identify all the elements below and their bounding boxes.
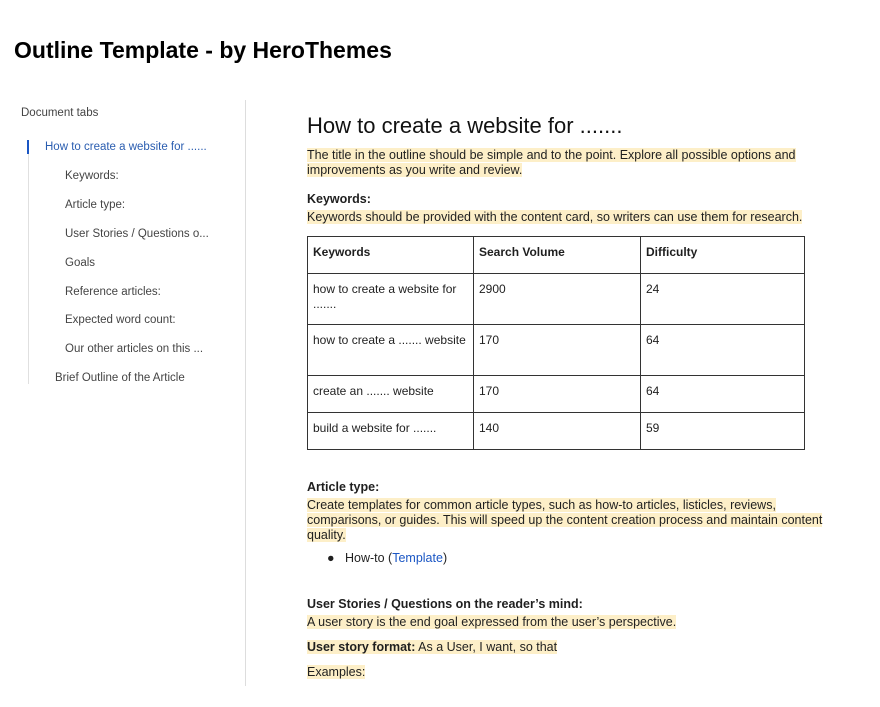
format-text: As a User, I want, so that <box>415 640 558 654</box>
header-difficulty: Difficulty <box>641 237 805 274</box>
table-row <box>308 274 805 325</box>
sidebar-item[interactable]: Expected word count: <box>65 314 176 327</box>
table-header-row <box>308 237 805 274</box>
document-heading: How to create a website for ....... <box>307 113 623 138</box>
cell: 24 <box>641 274 805 325</box>
table-row <box>308 325 805 376</box>
active-indicator <box>27 140 29 154</box>
cell: 2900 <box>474 274 641 325</box>
format-label: User story format: <box>307 640 416 654</box>
bullet-icon: ● <box>327 551 345 565</box>
intro-text: The title in the outline should be simple and to the point. Explore all possible options and improvements as you write and review. <box>307 148 796 177</box>
outline-guide-line <box>28 140 29 384</box>
sidebar-divider <box>245 100 246 686</box>
cell: create an ....... website <box>308 376 474 413</box>
examples-label: Examples: <box>307 665 366 679</box>
document-tabs-heading: Document tabs <box>21 107 99 119</box>
template-link[interactable]: Template <box>392 551 443 565</box>
cell: 170 <box>474 376 641 413</box>
sidebar-item[interactable]: Article type: <box>65 198 126 211</box>
header-keywords: Keywords <box>308 237 474 274</box>
sidebar-item[interactable]: Our other articles on this ... <box>65 343 204 356</box>
table-row <box>308 376 805 413</box>
user-stories-heading: User Stories / Questions on the reader’s mind: <box>307 597 583 611</box>
cell: 64 <box>641 376 805 413</box>
sidebar-item[interactable]: How to create a website for ...... <box>45 141 207 153</box>
table-row <box>308 413 805 450</box>
cell: 140 <box>474 413 641 450</box>
article-type-text: Create templates for common article types, such as how-to articles, listicles, reviews, comparisons, or guides. This will speed up the content creation process and maintain content quality. <box>307 498 823 542</box>
cell: how to create a website for ....... <box>308 274 474 325</box>
sidebar-item[interactable]: Keywords: <box>65 169 119 182</box>
keywords-text: Keywords should be provided with the content card, so writers can use them for research. <box>307 210 803 224</box>
user-stories-text: A user story is the end goal expressed from the user’s perspective. <box>307 615 677 629</box>
keywords-table <box>307 236 805 450</box>
keywords-heading: Keywords: <box>307 192 371 206</box>
header-search-volume: Search Volume <box>474 237 641 274</box>
cell: 64 <box>641 325 805 376</box>
sidebar-item[interactable]: Reference articles: <box>65 285 161 298</box>
page-title: Outline Template - by HeroThemes <box>14 37 392 63</box>
sidebar-item[interactable]: Goals <box>65 256 96 269</box>
cell: 170 <box>474 325 641 376</box>
article-type-heading: Article type: <box>307 480 380 494</box>
cell: 59 <box>641 413 805 450</box>
sidebar-item[interactable]: Brief Outline of the Article <box>55 372 185 385</box>
cell: build a website for ....... <box>308 413 474 450</box>
cell: how to create a ....... website <box>308 325 474 376</box>
bullet-item: ● How-to (Template) <box>327 551 448 565</box>
sidebar-item[interactable]: User Stories / Questions o... <box>65 227 209 240</box>
